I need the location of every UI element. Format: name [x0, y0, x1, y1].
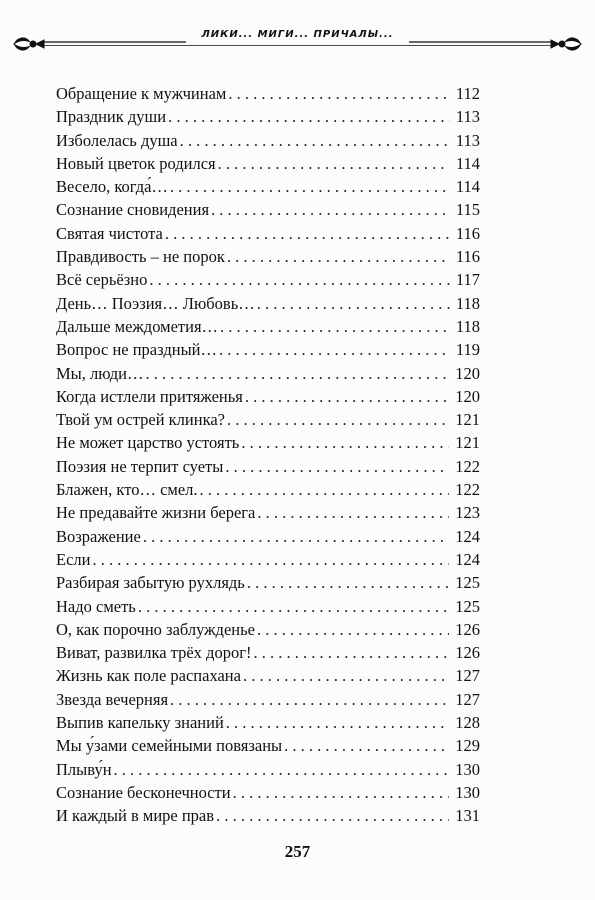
toc-dot-leader [226, 711, 449, 734]
toc-entry [56, 501, 480, 524]
toc-entry [56, 478, 480, 501]
toc-dot-leader [170, 175, 450, 198]
toc-entry-page: 114 [455, 153, 480, 173]
toc-entry-title: Возражение [56, 526, 141, 546]
toc-entry-title: Вопрос не праздный… [56, 340, 217, 360]
toc-entry-page: 119 [455, 340, 480, 360]
toc-dot-leader [233, 781, 450, 804]
toc-entry-title: Изболелась душа [56, 130, 178, 150]
toc-entry [56, 82, 480, 105]
toc-entry-title: Если [56, 549, 91, 569]
toc-entry-title: Звезда вечерняя [56, 689, 169, 709]
toc-entry [56, 152, 480, 175]
toc-dot-leader [257, 501, 449, 524]
toc-dot-leader [170, 688, 449, 711]
toc-entry-title: Правдивость – не порок [56, 247, 225, 267]
toc-dot-leader [241, 431, 449, 454]
toc-entry-page: 116 [455, 247, 480, 267]
toc-dot-leader [228, 82, 450, 105]
toc-dot-leader [145, 362, 449, 385]
toc-entry-page: 125 [455, 573, 480, 593]
toc-entry [56, 688, 480, 711]
toc-entry [56, 758, 480, 781]
running-header [0, 26, 595, 58]
toc-entry [56, 222, 480, 245]
toc-entry-page: 114 [455, 177, 480, 197]
toc-entry-page: 118 [455, 316, 480, 336]
toc-entry-page: 117 [455, 270, 480, 290]
toc-entry-page: 113 [455, 130, 480, 150]
toc-entry-page: 131 [455, 806, 480, 826]
toc-entry-title: Жизнь как поле распахана [56, 666, 241, 686]
toc-entry-page: 122 [455, 480, 480, 500]
toc-entry [56, 618, 480, 641]
toc-entry-page: 124 [455, 526, 480, 546]
toc-entry-page: 124 [455, 549, 480, 569]
toc-entry [56, 571, 480, 594]
toc-dot-leader [168, 105, 450, 128]
toc-entry-page: 126 [455, 619, 480, 639]
toc-entry [56, 245, 480, 268]
toc-entry [56, 198, 480, 221]
toc-dot-leader [180, 129, 450, 152]
toc-dot-leader [257, 292, 450, 315]
toc-entry-title: Сознание сновидения [56, 200, 210, 220]
toc-entry-title: Сознание бесконечности [56, 782, 231, 802]
toc-entry-page: 126 [455, 643, 480, 663]
toc-dot-leader [92, 548, 449, 571]
toc-entry [56, 525, 480, 548]
toc-entry-title: Виват, развилка трёх дорог! [56, 643, 252, 663]
toc-entry-page: 121 [455, 433, 480, 453]
toc-dot-leader [143, 525, 449, 548]
toc-entry-page: 123 [455, 503, 480, 523]
toc-entry-page: 130 [455, 782, 480, 802]
toc-dot-leader [114, 758, 450, 781]
toc-entry-title: Всё серьёзно [56, 270, 148, 290]
toc-entry-title: Святая чистота [56, 223, 163, 243]
toc-entry-title: Твой ум острей клинка? [56, 410, 225, 430]
toc-entry [56, 431, 480, 454]
toc-entry-page: 112 [455, 84, 480, 103]
toc-entry-title: Весело, когда́… [56, 177, 168, 197]
toc-entry [56, 385, 480, 408]
toc-entry-title: Выпив капельку знаний [56, 713, 224, 733]
toc-entry-title: Обращение к мужчинам [56, 84, 227, 103]
toc-entry-page: 125 [455, 596, 480, 616]
toc-dot-leader [253, 641, 449, 664]
toc-entry-page: 127 [455, 666, 480, 686]
toc-dot-leader [218, 152, 450, 175]
toc-dot-leader [284, 734, 449, 757]
toc-entry [56, 711, 480, 734]
toc-entry-title: Праздник души [56, 107, 167, 127]
toc-entry [56, 734, 480, 757]
toc-entry-page: 116 [455, 223, 480, 243]
toc-entry-page: 113 [455, 107, 480, 127]
toc-entry-title: Мы у́зами семейными повязаны [56, 736, 283, 756]
toc-entry-title: Плыву́н [56, 759, 112, 779]
toc-entry [56, 105, 480, 128]
toc-entry [56, 175, 480, 198]
toc-entry [56, 315, 480, 338]
toc-entry-page: 120 [455, 386, 480, 406]
header-title: ЛИКИ... МИГИ... ПРИЧАЛЫ... [201, 29, 394, 40]
toc-dot-leader [245, 385, 449, 408]
toc-entry-title: Надо сметь [56, 596, 136, 616]
toc-entry-page: 120 [455, 363, 480, 383]
toc-dot-leader [227, 245, 450, 268]
toc-entry [56, 362, 480, 385]
page-number: 257 [284, 842, 311, 861]
table-of-contents [56, 82, 480, 828]
toc-entry-page: 130 [455, 759, 480, 779]
toc-dot-leader [211, 198, 450, 221]
toc-dot-leader [257, 618, 449, 641]
toc-entry [56, 408, 480, 431]
toc-entry-page: 129 [455, 736, 480, 756]
toc-entry-title: Мы, люди… [56, 363, 144, 383]
toc-dot-leader [138, 595, 449, 618]
toc-entry-title: Не может царство устоять [56, 433, 240, 453]
toc-entry [56, 292, 480, 315]
toc-entry-title: Поэзия не терпит суеты [56, 456, 224, 476]
toc-dot-leader [243, 664, 449, 687]
toc-entry-title: Новый цветок родился [56, 153, 216, 173]
toc-entry-title: День… Поэзия… Любовь… [56, 293, 255, 313]
toc-entry-page: 121 [455, 410, 480, 430]
toc-entry-title: Не предавайте жизни берега [56, 503, 256, 523]
toc-dot-leader [227, 408, 449, 431]
toc-entry [56, 338, 480, 361]
toc-entry-title: Блажен, кто… смел. [56, 480, 198, 500]
toc-entry-title: Когда истлели притяженья [56, 386, 243, 406]
toc-entry [56, 455, 480, 478]
toc-dot-leader [220, 315, 450, 338]
toc-entry-page: 115 [455, 200, 480, 220]
toc-dot-leader [225, 455, 449, 478]
toc-entry [56, 664, 480, 687]
toc-dot-leader [149, 268, 450, 291]
toc-dot-leader [219, 338, 450, 361]
toc-dot-leader [216, 804, 449, 827]
toc-entry-page: 118 [455, 293, 480, 313]
toc-entry [56, 641, 480, 664]
toc-entry-page: 128 [455, 713, 480, 733]
toc-entry [56, 268, 480, 291]
toc-dot-leader [200, 478, 450, 501]
toc-entry [56, 804, 480, 827]
toc-entry-title: О, как порочно заблужденье [56, 619, 255, 639]
toc-entry-title: Разбирая забытую рухлядь [56, 573, 245, 593]
toc-entry-page: 122 [455, 456, 480, 476]
toc-entry-title: Дальше междометия… [56, 316, 219, 336]
toc-dot-leader [247, 571, 449, 594]
toc-entry [56, 595, 480, 618]
toc-entry-title: И каждый в мире прав [56, 806, 215, 826]
toc-entry [56, 129, 480, 152]
toc-entry [56, 781, 480, 804]
toc-dot-leader [165, 222, 450, 245]
toc-entry [56, 548, 480, 571]
toc-entry-page: 127 [455, 689, 480, 709]
